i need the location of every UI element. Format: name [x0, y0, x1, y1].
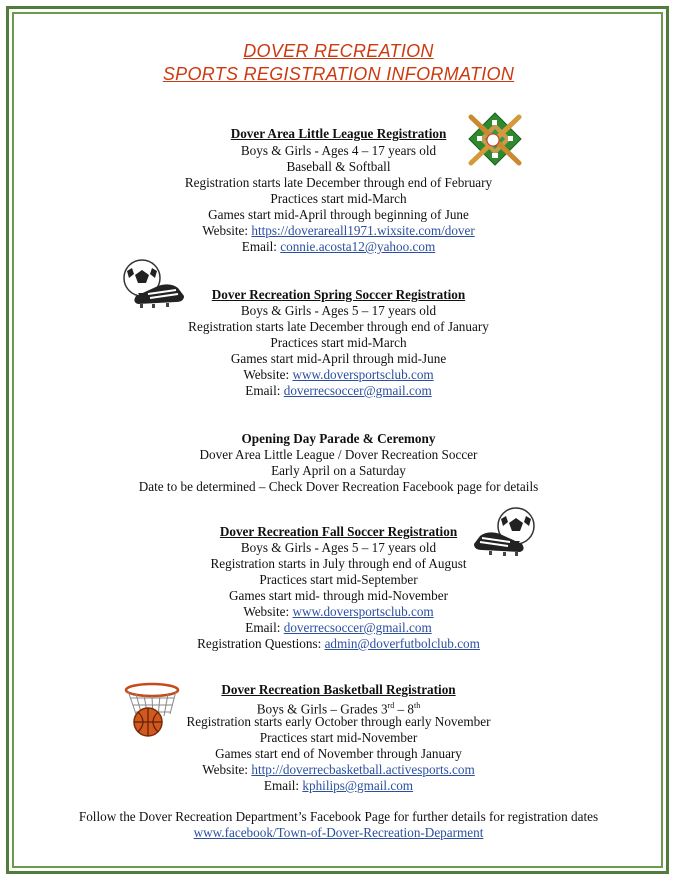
footer-link-line — [0, 825, 677, 841]
grades-prefix: Boys & Girls – Grades 3 — [256, 701, 388, 717]
basketball-games: Games start end of November through January — [215, 746, 462, 761]
fall-soccer-ages: Boys & Girls - Ages 5 – 17 years old — [240, 540, 437, 555]
little-league-website-link[interactable]: https://doverareall1971.wixsite.com/dover — [251, 223, 475, 238]
email-label: Email: — [245, 620, 284, 635]
website-label: Website: — [243, 367, 293, 382]
basketball-website-link[interactable]: http://doverrecbasketball.activesports.com — [251, 762, 475, 777]
grades-sup-2: th — [414, 701, 421, 710]
little-league-practices: Practices start mid-March — [270, 191, 407, 206]
basketball-email-line — [0, 778, 677, 794]
email-label: Email: — [241, 239, 281, 254]
website-label: Website: — [202, 223, 252, 238]
fall-soccer-website-link[interactable]: www.doversportsclub.com — [292, 604, 434, 619]
little-league-website-line — [0, 223, 677, 239]
little-league-games: Games start mid-April through beginning of June — [208, 207, 469, 222]
parade-line-1: Dover Area Little League / Dover Recreation Soccer — [199, 447, 478, 462]
fall-soccer-registration: Registration starts in July through end of August — [210, 556, 467, 571]
questions-label: Registration Questions: — [197, 636, 325, 651]
spring-soccer-email-line — [0, 383, 677, 399]
fall-soccer-practices: Practices start mid-September — [259, 572, 418, 587]
fall-soccer-email-line — [0, 620, 677, 636]
parade-heading: Opening Day Parade & Ceremony — [241, 431, 436, 446]
spring-soccer-heading: Dover Recreation Spring Soccer Registration — [211, 287, 466, 302]
basketball-email-link[interactable]: kphilips@gmail.com — [302, 778, 414, 793]
little-league-email-line — [0, 239, 677, 255]
spring-soccer-website-link[interactable]: www.doversportsclub.com — [292, 367, 434, 382]
spring-soccer-games: Games start mid-April through mid-June — [230, 351, 447, 366]
website-label: Website: — [243, 604, 293, 619]
website-label: Website: — [202, 762, 252, 777]
grades-sup-1: rd — [387, 701, 395, 710]
footer-text: Follow the Dover Recreation Department’s Facebook Page for further details for registration dates — [78, 809, 599, 824]
grades-mid: – 8 — [394, 701, 414, 717]
parade-line-3: Date to be determined – Check Dover Recreation Facebook page for details — [138, 479, 539, 494]
facebook-link[interactable]: www.facebook/Town-of-Dover-Recreation-Deparment — [193, 825, 484, 840]
page-subtitle: SPORTS REGISTRATION INFORMATION — [162, 64, 515, 84]
basketball-practices: Practices start mid-November — [259, 730, 418, 745]
little-league-email-link[interactable]: connie.acosta12@yahoo.com — [280, 239, 436, 254]
basketball-heading: Dover Recreation Basketball Registration — [221, 682, 456, 697]
spring-soccer-ages: Boys & Girls - Ages 5 – 17 years old — [240, 303, 437, 318]
spring-soccer-website-line — [0, 367, 677, 383]
spring-soccer-registration: Registration starts late December through end of January — [188, 319, 489, 334]
little-league-heading: Dover Area Little League Registration — [230, 126, 447, 141]
fall-soccer-games: Games start mid- through mid-November — [228, 588, 448, 603]
email-label: Email: — [263, 778, 303, 793]
fall-soccer-questions-line — [0, 636, 677, 652]
fall-soccer-questions-link[interactable]: admin@doverfutbolclub.com — [324, 636, 480, 651]
little-league-sports: Baseball & Softball — [286, 159, 391, 174]
basketball-registration: Registration starts early October through early November — [186, 714, 491, 729]
fall-soccer-heading: Dover Recreation Fall Soccer Registration — [219, 524, 458, 539]
fall-soccer-email-link[interactable]: doverrecsoccer@gmail.com — [283, 620, 432, 635]
basketball-website-line — [0, 762, 677, 778]
little-league-ages: Boys & Girls - Ages 4 – 17 years old — [240, 143, 437, 158]
little-league-registration: Registration starts late December through end of February — [184, 175, 493, 190]
spring-soccer-email-link[interactable]: doverrecsoccer@gmail.com — [283, 383, 432, 398]
page-title: DOVER RECREATION — [243, 41, 434, 61]
fall-soccer-website-line — [0, 604, 677, 620]
email-label: Email: — [245, 383, 284, 398]
spring-soccer-practices: Practices start mid-March — [270, 335, 407, 350]
parade-line-2: Early April on a Saturday — [271, 463, 406, 478]
